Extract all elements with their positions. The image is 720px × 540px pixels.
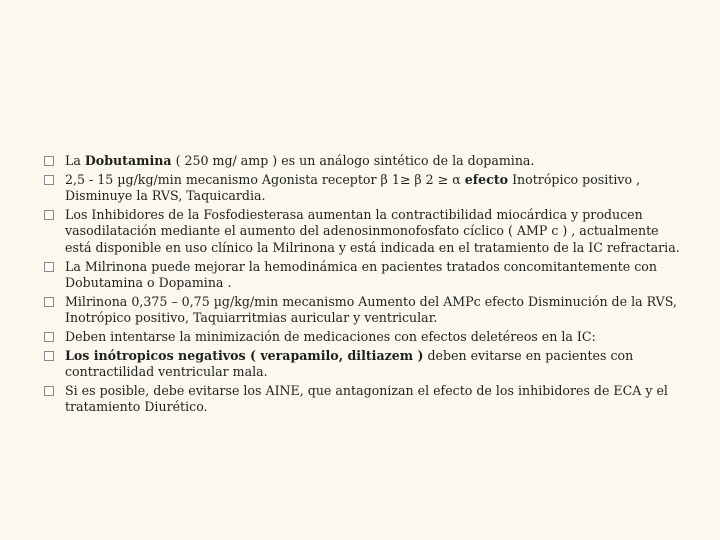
square-bullet-icon xyxy=(44,210,54,220)
bold-text-run: efecto xyxy=(464,171,509,187)
text-run: Milrinona 0,375 – 0,75 µg/kg/min mecanismo Aumento del AMPc efecto Disminución de la RVS, Inotrópico positivo, Taquiarritmias auricular y ventricular. xyxy=(65,293,677,326)
bullet-text xyxy=(65,329,680,346)
bullet-item xyxy=(44,348,680,381)
square-bullet-icon xyxy=(44,332,54,342)
bullet-item xyxy=(44,259,680,292)
bullet-text xyxy=(65,383,680,416)
bullet-text xyxy=(65,172,680,205)
bullet-text xyxy=(65,259,680,292)
square-bullet-icon xyxy=(44,175,54,185)
bullet-item xyxy=(44,383,680,416)
bold-text-run: Dobutamina xyxy=(84,153,172,168)
bullet-item xyxy=(44,294,680,327)
text-run: 2,5 - 15 µg/kg/min mecanismo Agonista receptor β 1≥ β 2 ≥ α xyxy=(65,171,465,187)
bullet-text xyxy=(65,294,680,327)
text-run: Inotrópico positivo , Disminuye la RVS, Taquicardia. xyxy=(65,171,641,204)
bold-text-run: Los inótropicos negativos ( verapamilo, diltiazem ) xyxy=(65,347,424,363)
bullet-text xyxy=(65,153,680,170)
square-bullet-icon xyxy=(44,297,54,307)
text-run: Deben intentarse la minimización de medicaciones con efectos deletéreos en la IC: xyxy=(65,328,596,344)
square-bullet-icon xyxy=(44,156,54,166)
text-run: ( 250 mg/ amp ) es un análogo sintético de la dopamina. xyxy=(171,153,535,168)
text-run: La Milrinona puede mejorar la hemodinámica en pacientes tratados concomitantemente con Dobutamina o Dopamina . xyxy=(65,258,657,291)
square-bullet-icon xyxy=(44,386,54,396)
text-run: Los Inhibidores de la Fosfodiesterasa aumentan la contractibilidad miocárdica y producen vasodilatación mediante el aumento del adenosinmonofosfato cíclico ( AMP c ) , actualmente está disponible en uso clínico la Milrinona y está indicada en el tratamiento de la IC refractaria. xyxy=(65,206,680,255)
bullet-item xyxy=(44,153,680,170)
text-run: Si es posible, debe evitarse los AINE, que antagonizan el efecto de los inhibidores de ECA y el tratamiento Diurético. xyxy=(65,382,668,415)
text-run: La xyxy=(65,153,85,168)
bullet-text xyxy=(65,348,680,381)
bullet-text xyxy=(65,207,680,257)
square-bullet-icon xyxy=(44,262,54,272)
bullet-item xyxy=(44,172,680,205)
bullet-item xyxy=(44,329,680,346)
bullet-item xyxy=(44,207,680,257)
text-run: deben evitarse en pacientes con contractilidad ventricular mala. xyxy=(65,347,634,380)
square-bullet-icon xyxy=(44,351,54,361)
bullet-list xyxy=(44,153,680,418)
